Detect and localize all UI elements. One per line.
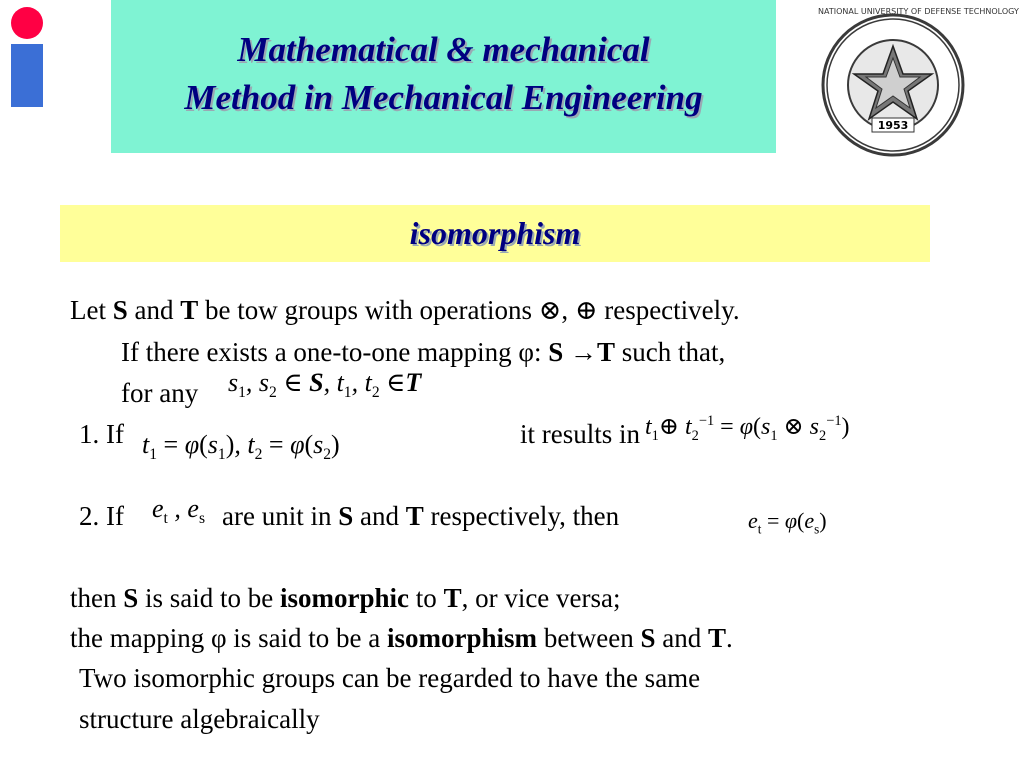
formula-units: $e_t$ , $e_s$ [152, 494, 206, 528]
formula-for-any: $s_1$, $s_2$ ∈ S, $t_1$, $t_2$ ∈T [228, 368, 422, 402]
formula-condition-2: $e_t = \varphi(e_s)$ [748, 508, 827, 537]
emblem-ring-text: NATIONAL UNIVERSITY OF DEFENSE TECHNOLOGY [818, 7, 1019, 16]
condition-2-text: are unit in S and T respectively, then [222, 501, 620, 531]
title-line-1: Mathematical & mechanical [237, 30, 650, 69]
formula-condition-1: $t_1 = \varphi(s_1)$, $t_2 = \varphi(s_2)$ [142, 430, 340, 464]
condition-1-mid: it results in [520, 419, 640, 449]
conclusion-line-1: then S is said to be isomorphic to T, or vice versa; [70, 583, 621, 613]
condition-2-label: 2. If [79, 501, 124, 531]
conclusion-line-4: structure algebraically [79, 704, 320, 734]
definition-line-2: If there exists a one-to-one mapping φ: S →T such that, [121, 337, 726, 367]
definition-line-1: Let S and T be tow groups with operations ⊗, ⊕ respectively. [70, 295, 740, 325]
condition-1-label: 1. If [79, 419, 124, 449]
page-title [111, 26, 776, 122]
university-emblem-icon [818, 7, 1019, 156]
conclusion-line-2: the mapping φ is said to be a isomorphism between S and T. [70, 623, 733, 653]
logo-bar [11, 44, 43, 107]
formula-result-1: $t_1\oplus$ $t_2^{-1} = \varphi(s_1$ ⊗ $s_2^{-1}$) [645, 413, 850, 444]
definition-line-3: for any [121, 378, 199, 408]
title-line-2: Method in Mechanical Engineering [184, 78, 703, 117]
emblem-year: 1953 [877, 119, 909, 132]
logo-dot [11, 7, 43, 39]
conclusion-line-3: Two isomorphic groups can be regarded to have the same [79, 663, 701, 693]
section-title: isomorphism [409, 215, 581, 251]
